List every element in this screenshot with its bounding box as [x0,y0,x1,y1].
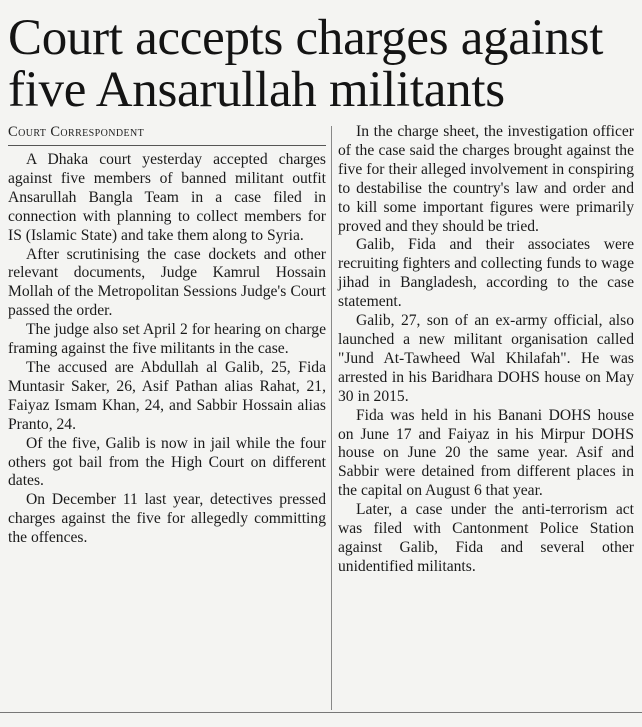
paragraph: Later, a case under the anti-terrorism act was filed with Cantonment Police Station against Galib, Fida and several other unidentified militants. [338,501,634,575]
bottom-rule [0,712,642,713]
paragraph: In the charge sheet, the investigation officer of the case said the charges brought against the five for their alleged involvement in conspiring to destabilise the country's law and order and to kill some important figures were primarily proved and they should be tried. [338,123,634,235]
paragraph: On December 11 last year, detectives pressed charges against the five for allegedly committing the offences. [8,491,326,547]
paragraph: Fida was held in his Banani DOHS house on June 17 and Faiyaz in his Mirpur DOHS house on June 20 the same year. Asif and Sabbir were detained from different places in the capital on August 6 that year. [338,406,634,500]
paragraph: Galib, 27, son of an ex-army official, also launched a new militant organisation called "Jund At-Tawheed Wal Khilafah". He was arrested in his Baridhara DOHS house on May 30 in 2015. [338,312,634,405]
paragraph: The accused are Abdullah al Galib, 25, Fida Muntasir Saker, 26, Asif Pathan alias Rahat, 21, Faiyaz Ismam Khan, 24, and Sabbir Hossain alias Pranto, 24. [8,358,326,433]
column-divider [331,126,332,710]
article-column-right [338,123,634,577]
article-column-left [8,151,326,548]
paragraph: After scrutinising the case dockets and other relevant documents, Judge Kamrul Hossain Mollah of the Metropolitan Sessions Judge's Court passed the order. [8,245,326,320]
headline: Court accepts charges against five Ansarullah militants [8,10,604,118]
paragraph: Galib, Fida and their associates were recruiting fighters and collecting funds to wage jihad in Bangladesh, according to the case statement. [338,236,634,311]
paragraph: The judge also set April 2 for hearing on charge framing against the five militants in the case. [8,321,326,358]
byline-rule [8,145,326,146]
byline: Court Correspondent [8,124,145,140]
paragraph: Of the five, Galib is now in jail while the four others got bail from the High Court on different dates. [8,434,326,490]
paragraph: A Dhaka court yesterday accepted charges against five members of banned militant outfit Ansarullah Bangla Team in a case filed in connection with planning to collect members for IS (Islamic State) and take them along to Syria. [8,151,326,244]
